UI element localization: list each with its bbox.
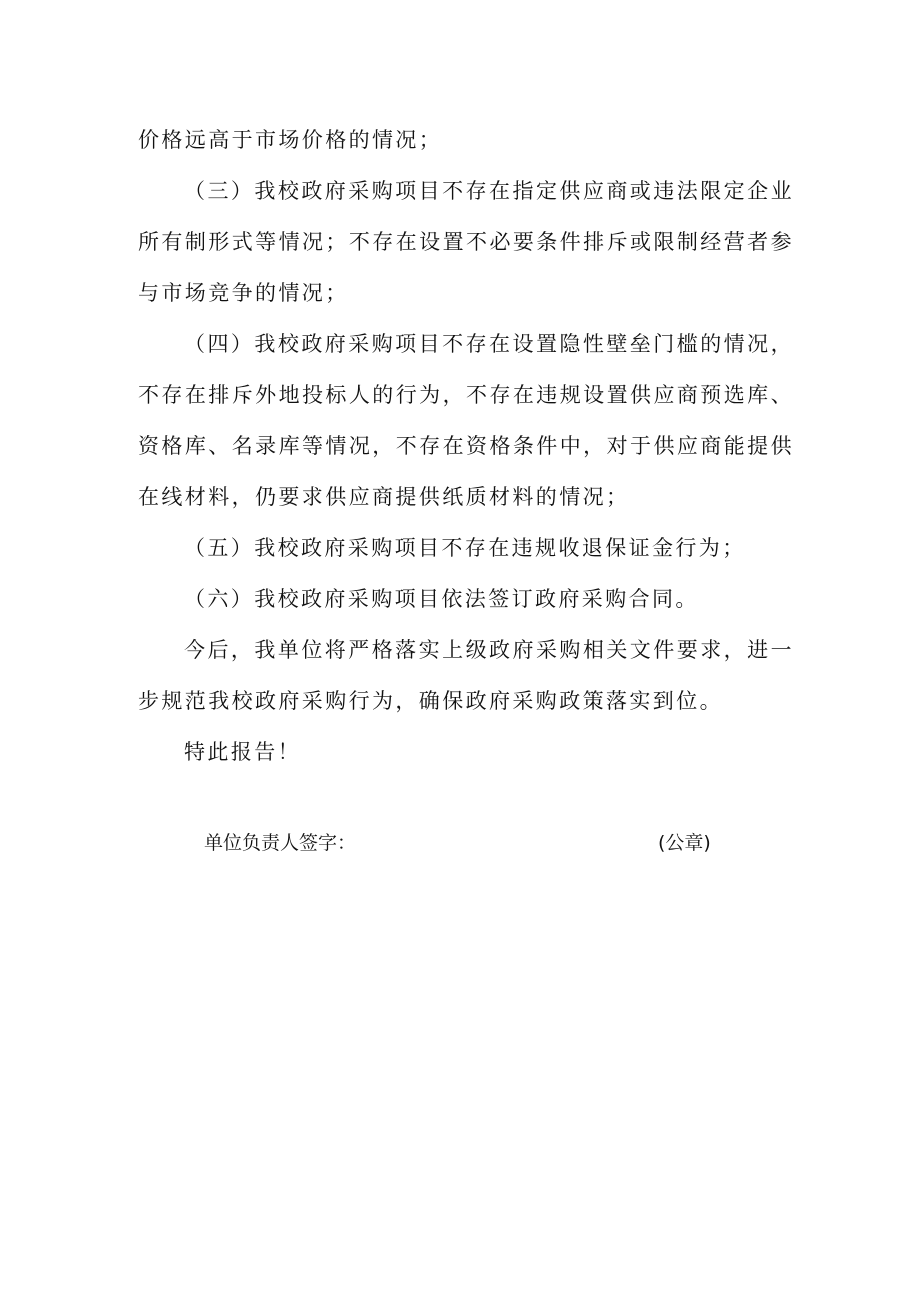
paragraph-item-5: （五）我校政府采购项目不存在违规收退保证金行为；: [184, 536, 746, 560]
official-seal-label: (公章): [658, 832, 711, 854]
document-body: [138, 115, 794, 778]
paragraph-item-6: （六）我校政府采购项目依法签订政府采购合同。: [184, 587, 699, 611]
paragraph-conclusion: 今后，我单位将严格落实上级政府采购相关文件要求，进一步规范我校政府采购行为，确保政府采购政策落实到位。: [138, 638, 794, 713]
paragraph-item-3: （三）我校政府采购项目不存在指定供应商或违法限定企业所有制形式等情况；不存在设置不必要条件排斥或限制经营者参与市场竞争的情况；: [138, 179, 794, 305]
paragraph-continuation: 价格远高于市场价格的情况；: [138, 128, 443, 152]
paragraph-closing: 特此报告！: [184, 740, 301, 764]
paragraph-item-4: （四）我校政府采购项目不存在设置隐性壁垒门槛的情况，不存在排斥外地投标人的行为，不存在违规设置供应商预选库、资格库、名录库等情况，不存在资格条件中，对于供应商能提供在线材料，仍要求供应商提供纸质材料的情况；: [138, 332, 794, 509]
signature-label: 单位负责人签字：: [204, 832, 357, 854]
